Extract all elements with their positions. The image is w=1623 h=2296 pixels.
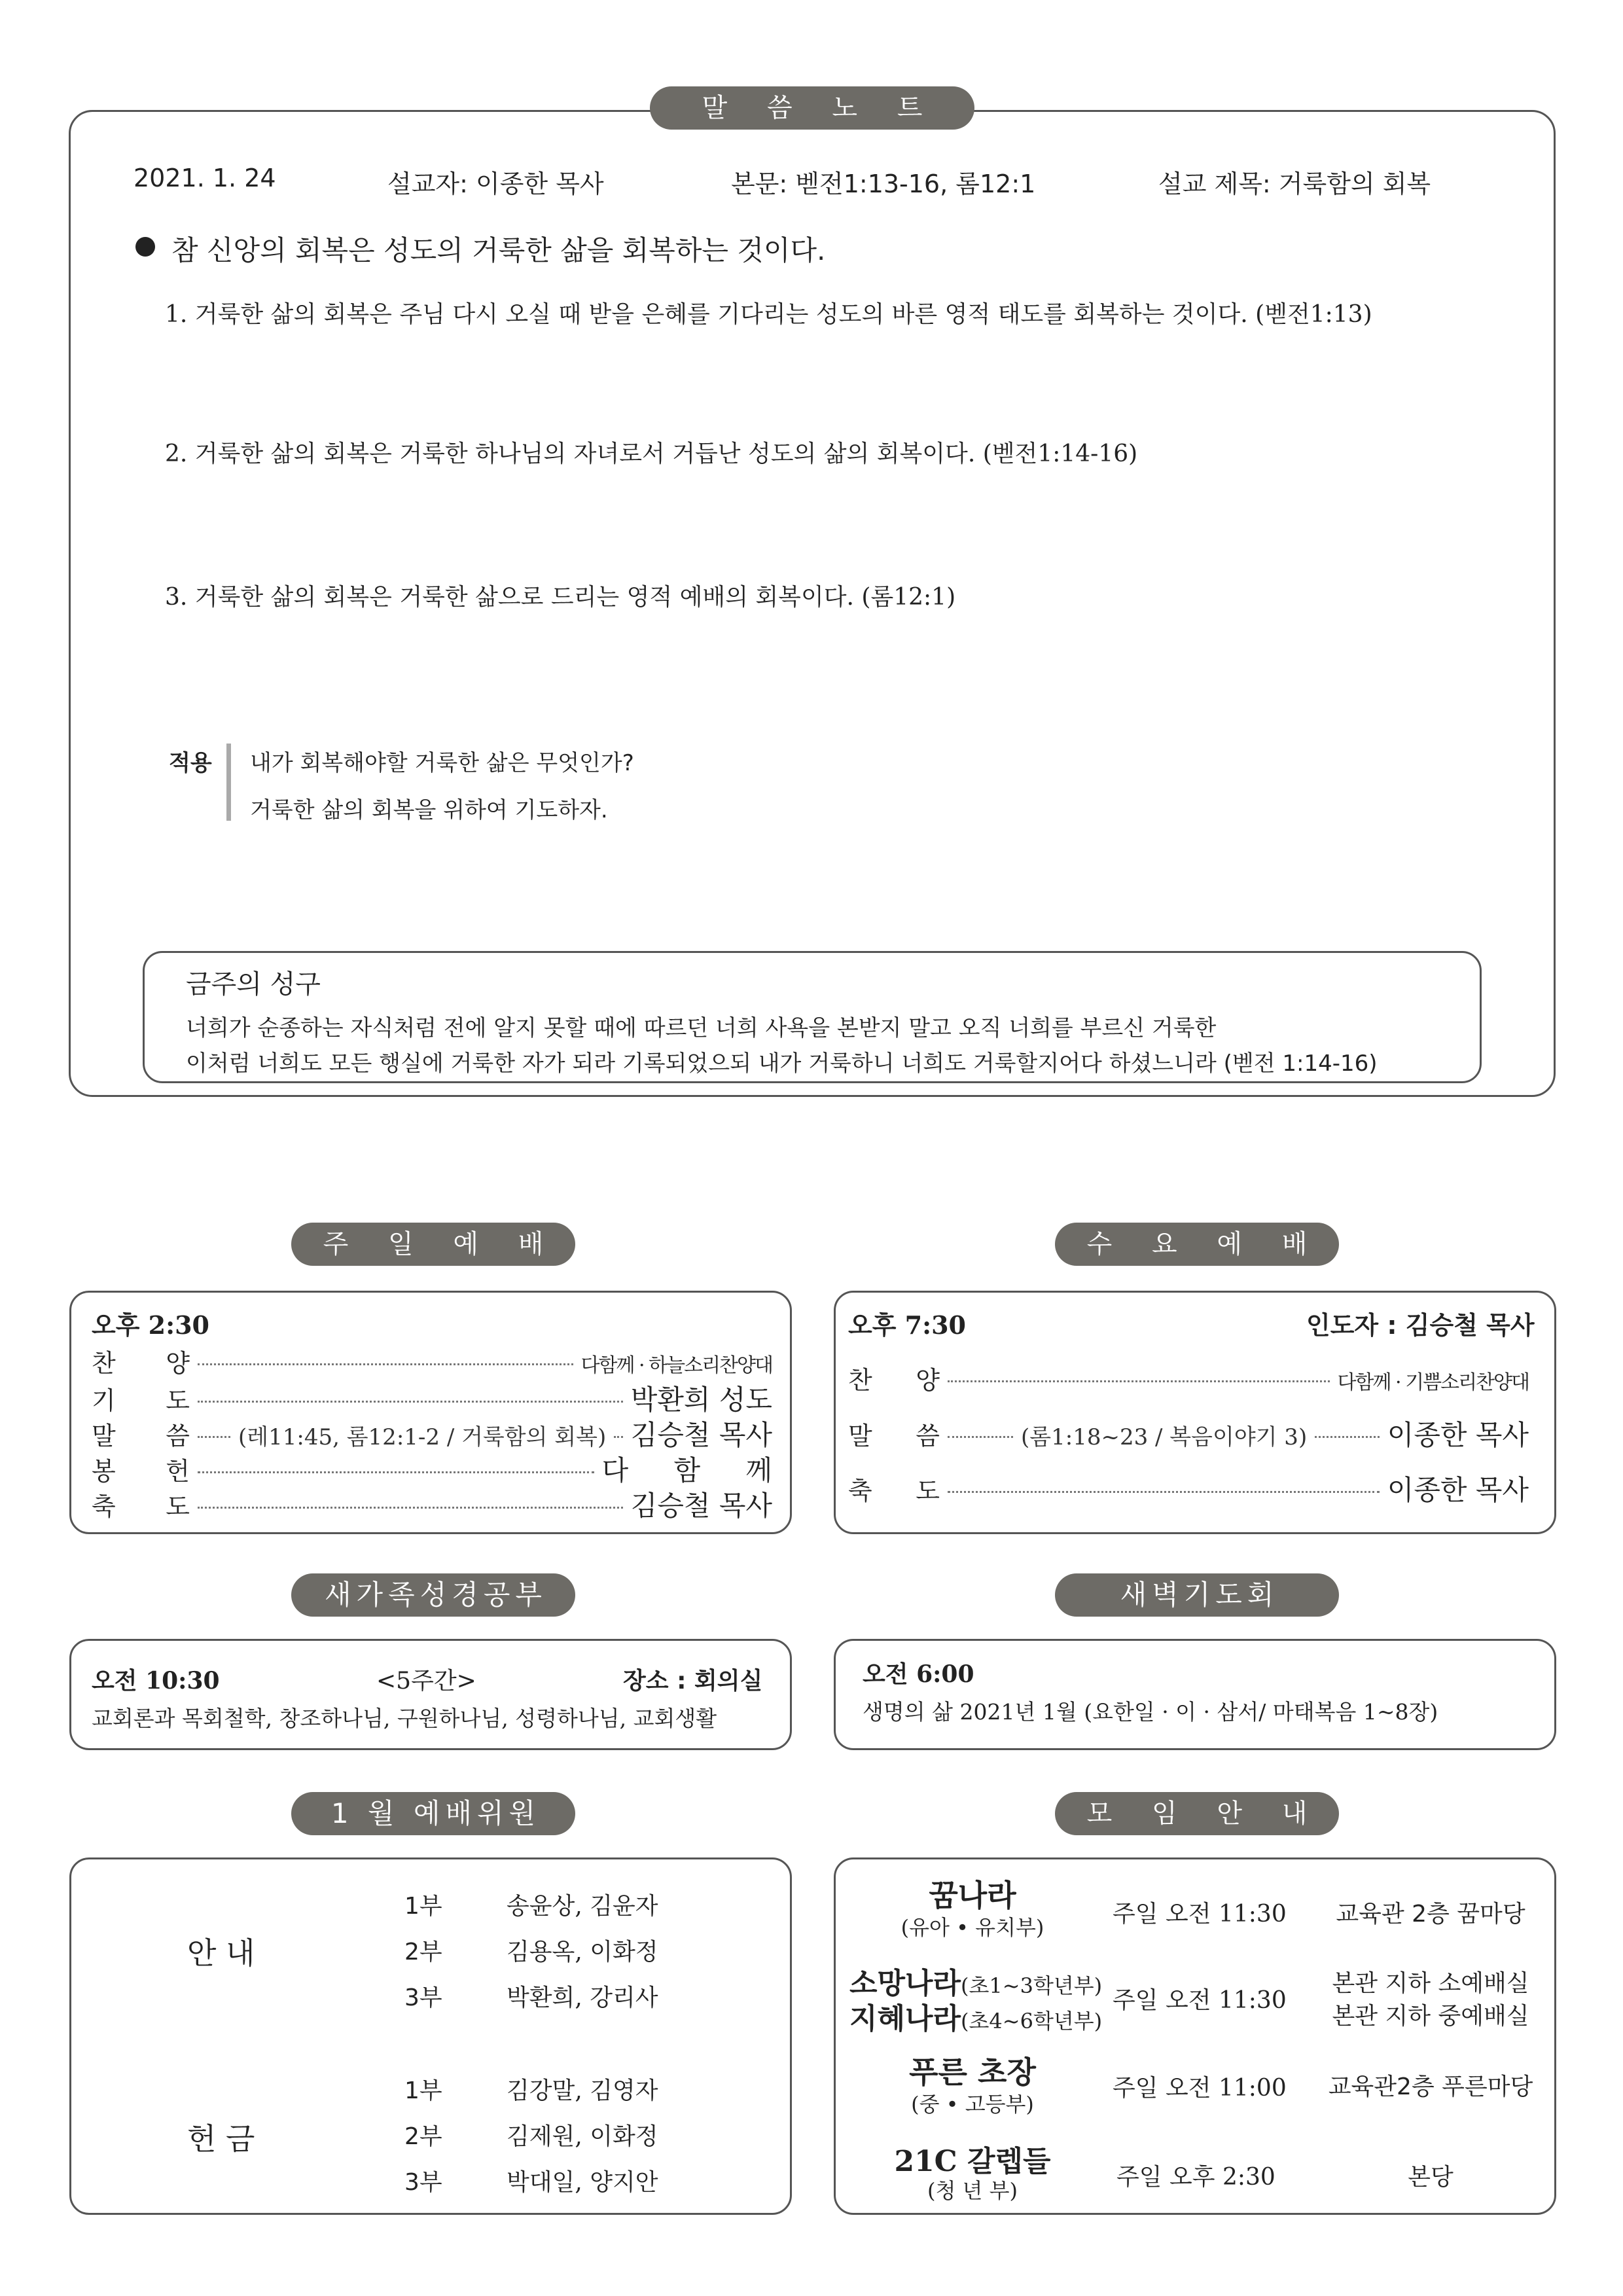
apply-line-2: 거룩한 삶의 회복을 위하여 기도하자. <box>250 797 608 823</box>
family-study-title: 새가족성경공부 <box>291 1573 575 1617</box>
sunday-row: 찬 양 다함께 · 하늘소리찬양대 <box>92 1349 772 1378</box>
dawn-prayer-time: 오전 6:00 <box>863 1660 974 1688</box>
meeting-sub: (초1~3학년부) <box>961 1973 1103 1998</box>
point-3: 3. 거룩한 삶의 회복은 거룩한 삶으로 드리는 영적 예배의 회복이다. (롬12:1) <box>165 584 956 611</box>
sermon-note-title: 말 씀 노 트 <box>650 86 974 130</box>
wednesday-worship-title: 수 요 예 배 <box>1055 1223 1339 1266</box>
sunday-row-who: 김승철 목사 <box>630 1419 772 1451</box>
sermon-date: 2021. 1. 24 <box>134 164 276 192</box>
apply-line-1: 내가 회복해야할 거룩한 삶은 무엇인가? <box>250 750 634 776</box>
meeting-name: 지혜나라(초4~6학년부) <box>849 2002 1103 2036</box>
weekly-verse-line-2: 이처럼 너희도 모든 행실에 거룩한 자가 되라 기록되었으되 내가 거룩하니 너희도 거룩할지어다 하셨느니라 (벧전 1:14-16) <box>186 1050 1378 1077</box>
servers-group-name: 헌 금 <box>187 2121 255 2157</box>
dawn-prayer-title: 새벽기도회 <box>1055 1573 1339 1617</box>
wednesday-time: 오후 7:30 <box>848 1310 966 1340</box>
wednesday-row-who: 이종한 목사 <box>1387 1474 1529 1506</box>
wednesday-row-middle: (롬1:18~23 / 복음이야기 3) <box>1021 1424 1308 1450</box>
servers-names: 김용옥, 이화정 <box>507 1939 658 1965</box>
sunday-row-middle: (레11:45, 롬12:1-2 / 거룩함의 회복) <box>238 1424 607 1450</box>
apply-divider <box>226 744 231 821</box>
sunday-row: 봉 헌 다 함 께 <box>92 1449 772 1488</box>
meetings-title: 모 임 안 내 <box>1055 1792 1339 1835</box>
meeting-time: 주일 오후 2:30 <box>1116 2164 1275 2191</box>
sermon-title: 설교 제목: 거룩함의 회복 <box>1158 170 1431 198</box>
point-2: 2. 거룩한 삶의 회복은 거룩한 하나님의 자녀로서 거듭난 성도의 삶의 회복이다. (벧전1:14-16) <box>165 440 1138 467</box>
meeting-name: 소망나라(초1~3학년부) <box>849 1967 1103 2000</box>
servers-names: 박환희, 강리사 <box>507 1984 658 2011</box>
servers-part: 3부 <box>404 1984 442 2011</box>
sunday-row: 축 도 김승철 목사 <box>92 1484 772 1524</box>
servers-part: 2부 <box>404 2123 442 2150</box>
sunday-row: 기 도 박환희 성도 <box>92 1378 772 1418</box>
servers-names: 송윤상, 김윤자 <box>507 1893 658 1920</box>
sunday-row-who: 다함께 · 하늘소리찬양대 <box>580 1354 772 1377</box>
weekly-verse-title: 금주의 성구 <box>186 969 321 999</box>
point-1: 1. 거룩한 삶의 회복은 주님 다시 오실 때 받을 은혜를 기다리는 성도의 바른 영적 태도를 회복하는 것이다. (벧전1:13) <box>165 301 1372 328</box>
sunday-time: 오후 2:30 <box>92 1310 209 1340</box>
wednesday-row: 찬 양 다함께 · 기쁨소리찬양대 <box>848 1366 1529 1395</box>
wednesday-row-who: 다함께 · 기쁨소리찬양대 <box>1337 1371 1529 1394</box>
meeting-time: 주일 오전 11:30 <box>1113 1901 1287 1928</box>
wednesday-row-who: 이종한 목사 <box>1387 1419 1529 1451</box>
sunday-row-who: 김승철 목사 <box>630 1490 772 1522</box>
servers-part: 1부 <box>404 1893 442 1920</box>
meeting-sub: (초4~6학년부) <box>961 2009 1103 2034</box>
servers-title: 1 월 예배위원 <box>291 1792 575 1835</box>
sunday-row-who: 다 함 께 <box>601 1454 791 1486</box>
weekly-verse-line-1: 너희가 순종하는 자식처럼 전에 알지 못할 때에 따르던 너희 사욕을 본받지 말고 오직 너희를 부르신 거룩한 <box>186 1015 1217 1041</box>
meeting-time: 주일 오전 11:00 <box>1113 2075 1287 2102</box>
sunday-worship-title: 주 일 예 배 <box>291 1223 575 1266</box>
servers-part: 2부 <box>404 1939 442 1965</box>
sermon-text-ref: 본문: 벧전1:13-16, 롬12:1 <box>731 170 1036 198</box>
apply-label: 적용 <box>169 750 212 776</box>
servers-names: 김강말, 김영자 <box>507 2077 658 2104</box>
servers-part: 1부 <box>404 2077 442 2104</box>
meeting-time: 주일 오전 11:30 <box>1113 1987 1287 2014</box>
family-study-weeks: <5주간> <box>376 1668 476 1695</box>
servers-group-name: 안 내 <box>187 1935 255 1971</box>
wednesday-row: 축 도 이종한 목사 <box>848 1469 1529 1508</box>
family-study-time: 오전 10:30 <box>92 1667 220 1695</box>
wednesday-row: 말 씀 (롬1:18~23 / 복음이야기 3) 이종한 목사 <box>848 1414 1529 1453</box>
bullet-icon <box>135 237 155 257</box>
wednesday-leader: 인도자 : 김승철 목사 <box>1306 1311 1535 1340</box>
sunday-row-who: 박환희 성도 <box>630 1384 772 1416</box>
family-study-topics: 교회론과 목회철학, 창조하나님, 구원하나님, 성령하나님, 교회생활 <box>92 1706 717 1731</box>
dawn-prayer-text: 생명의 삶 2021년 1월 (요한일 · 이 · 삼서/ 마태복음 1~8장) <box>863 1699 1438 1725</box>
sunday-row: 말 씀 (레11:45, 롬12:1-2 / 거룩함의 회복) 김승철 목사 <box>92 1414 772 1453</box>
sermon-preacher: 설교자: 이종한 목사 <box>387 170 604 198</box>
family-study-place: 장소 : 회의실 <box>623 1668 763 1695</box>
servers-names: 김제원, 이화정 <box>507 2123 658 2150</box>
servers-part: 3부 <box>404 2169 442 2196</box>
servers-names: 박대일, 양지안 <box>507 2169 658 2196</box>
main-point: 참 신앙의 회복은 성도의 거룩한 삶을 회복하는 것이다. <box>171 234 826 266</box>
